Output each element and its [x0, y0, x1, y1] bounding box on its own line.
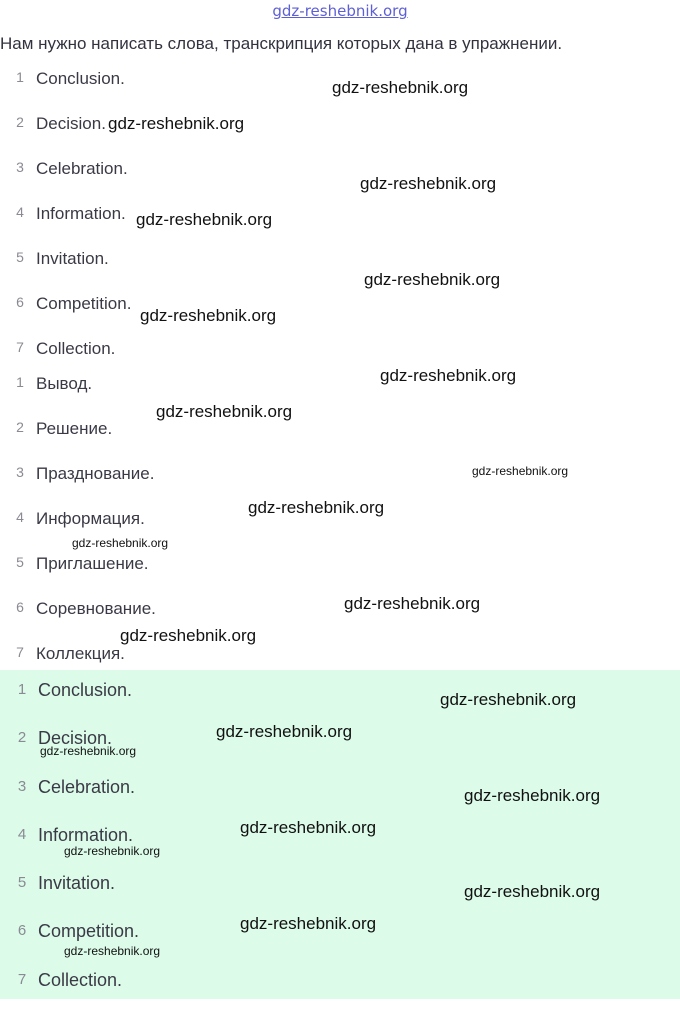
watermark: gdz-reshebnik.org — [108, 114, 245, 133]
word-text: Celebration. — [36, 159, 128, 178]
item-number: 2 — [16, 419, 24, 435]
watermark: gdz-reshebnik.org — [40, 744, 137, 758]
watermark: gdz-reshebnik.org — [440, 690, 577, 709]
instruction-text: Нам нужно написать слова, транскрипция которых дана в упражнении. — [0, 34, 563, 53]
watermark: gdz-reshebnik.org — [364, 270, 501, 289]
watermark: gdz-reshebnik.org — [64, 844, 161, 858]
word-text: Соревнование. — [36, 599, 156, 618]
watermark: gdz-reshebnik.org — [64, 944, 161, 958]
watermark: gdz-reshebnik.org — [332, 78, 469, 97]
word-text: Information. — [38, 824, 134, 845]
item-number: 1 — [16, 374, 24, 390]
item-number: 3 — [16, 464, 24, 480]
word-text: Conclusion. — [36, 69, 125, 88]
word-text: Competition. — [38, 921, 140, 942]
watermark: gdz-reshebnik.org — [464, 882, 601, 901]
word-text: Conclusion. — [38, 680, 133, 700]
item-number: 1 — [16, 69, 24, 85]
watermark: gdz-reshebnik.org — [472, 464, 569, 478]
watermark: gdz-reshebnik.org — [140, 306, 277, 325]
word-text: Decision. — [38, 728, 113, 749]
word-text: Invitation. — [38, 873, 116, 894]
item-number: 7 — [16, 644, 24, 660]
word-text: Collection. — [38, 969, 123, 990]
item-number: 3 — [17, 777, 27, 795]
word-text: Решение. — [36, 419, 113, 438]
watermark: gdz-reshebnik.org — [120, 626, 257, 645]
item-number: 7 — [17, 970, 27, 988]
item-number: 4 — [16, 204, 24, 220]
word-text: Информация. — [36, 509, 145, 528]
word-text: Decision. — [36, 114, 106, 133]
item-number: 4 — [17, 825, 27, 843]
watermark: gdz-reshebnik.org — [464, 786, 601, 805]
word-text: Information. — [36, 204, 126, 223]
item-number: 4 — [16, 509, 24, 525]
site-header-link[interactable]: gdz-reshebnik.org — [272, 2, 408, 20]
watermark: gdz-reshebnik.org — [136, 210, 273, 229]
item-number: 6 — [16, 294, 24, 310]
word-text: Вывод. — [36, 374, 93, 393]
item-number: 2 — [16, 114, 24, 130]
watermark: gdz-reshebnik.org — [240, 914, 377, 933]
item-number: 5 — [16, 249, 24, 265]
item-number: 6 — [16, 599, 24, 615]
item-number: 5 — [16, 554, 24, 570]
item-number: 5 — [17, 874, 27, 892]
word-text: Invitation. — [36, 249, 109, 268]
word-text: Celebration. — [38, 776, 136, 797]
watermark: gdz-reshebnik.org — [360, 174, 497, 193]
word-text: Коллекция. — [36, 644, 125, 663]
watermark: gdz-reshebnik.org — [380, 366, 517, 385]
watermark: gdz-reshebnik.org — [240, 818, 377, 837]
word-text: Collection. — [36, 339, 116, 358]
item-number: 2 — [17, 729, 27, 747]
item-number: 6 — [17, 922, 27, 940]
word-text: Competition. — [36, 294, 132, 313]
watermark: gdz-reshebnik.org — [216, 722, 353, 741]
watermark: gdz-reshebnik.org — [72, 536, 169, 550]
watermark: gdz-reshebnik.org — [156, 402, 293, 421]
word-text: Празднование. — [36, 464, 155, 483]
item-number: 1 — [17, 681, 27, 698]
watermark: gdz-reshebnik.org — [248, 498, 385, 517]
item-number: 3 — [16, 159, 24, 175]
item-number: 7 — [16, 339, 24, 355]
word-text: Приглашение. — [36, 554, 149, 573]
watermark: gdz-reshebnik.org — [344, 594, 481, 613]
